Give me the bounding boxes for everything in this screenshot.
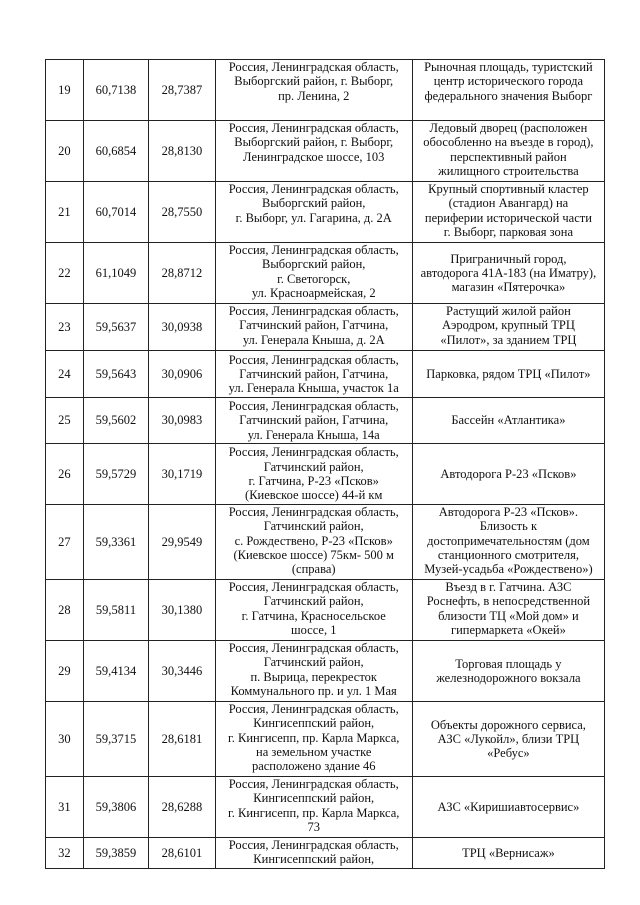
table-row bbox=[46, 580, 605, 641]
table-row bbox=[46, 60, 605, 121]
longitude-cell: 28,8712 bbox=[149, 243, 215, 304]
longitude-cell: 30,1719 bbox=[149, 444, 215, 505]
longitude-cell: 28,6288 bbox=[149, 777, 215, 838]
description-cell: Бассейн «Атлантика» bbox=[412, 398, 604, 444]
address-cell: Россия, Ленинградская область, Кингисеппский район, г. Кингисепп, пр. Карла Маркса, 73 bbox=[215, 777, 412, 838]
latitude-cell: 59,4134 bbox=[83, 641, 148, 702]
address-cell: Россия, Ленинградская область, Гатчинский район, Гатчина, ул. Генерала Кныша, участок 1а bbox=[215, 351, 412, 398]
table-row bbox=[46, 398, 605, 444]
longitude-cell: 29,9549 bbox=[149, 505, 215, 580]
latitude-cell: 59,3859 bbox=[83, 838, 148, 869]
locations-table bbox=[45, 59, 605, 869]
latitude-cell: 59,3715 bbox=[83, 702, 148, 777]
description-cell: Приграничный город, автодорога 41А-183 (на Иматру), магазин «Пятерочка» bbox=[412, 243, 604, 304]
table-row bbox=[46, 304, 605, 351]
table-row bbox=[46, 243, 605, 304]
address-cell: Россия, Ленинградская область, Выборгский район, г. Светогорск, ул. Красноармейская, 2 bbox=[215, 243, 412, 304]
latitude-cell: 61,1049 bbox=[83, 243, 148, 304]
table-row bbox=[46, 641, 605, 702]
row-number: 29 bbox=[46, 641, 84, 702]
row-number: 22 bbox=[46, 243, 84, 304]
address-cell: Россия, Ленинградская область, Кингисеппский район, bbox=[215, 838, 412, 869]
address-cell: Россия, Ленинградская область, Гатчинский район, Гатчина, ул. Генерала Кныша, 14а bbox=[215, 398, 412, 444]
description-cell: Ледовый дворец (расположен обособленно на въезде в город), перспективный район жилищного строительства bbox=[412, 121, 604, 182]
description-cell: Крупный спортивный кластер (стадион Авангард) на периферии исторической части г. Выборг, парковая зона bbox=[412, 182, 604, 243]
description-cell: Растущий жилой район Аэродром, крупный ТРЦ «Пилот», за зданием ТРЦ bbox=[412, 304, 604, 351]
row-number: 32 bbox=[46, 838, 84, 869]
address-cell: Россия, Ленинградская область, Выборгский район, г. Выборг, ул. Гагарина, д. 2А bbox=[215, 182, 412, 243]
longitude-cell: 30,1380 bbox=[149, 580, 215, 641]
row-number: 31 bbox=[46, 777, 84, 838]
longitude-cell: 28,6101 bbox=[149, 838, 215, 869]
description-cell: Объекты дорожного сервиса, АЗС «Лукойл», близи ТРЦ «Ребус» bbox=[412, 702, 604, 777]
address-cell: Россия, Ленинградская область, Гатчинский район, п. Вырица, перекресток Коммунального пр. и ул. 1 Мая bbox=[215, 641, 412, 702]
latitude-cell: 59,5637 bbox=[83, 304, 148, 351]
longitude-cell: 30,0906 bbox=[149, 351, 215, 398]
latitude-cell: 60,7138 bbox=[83, 60, 148, 121]
address-cell: Россия, Ленинградская область, Кингисеппский район, г. Кингисепп, пр. Карла Маркса, на земельном участке расположено здание 46 bbox=[215, 702, 412, 777]
latitude-cell: 59,5729 bbox=[83, 444, 148, 505]
description-cell: Торговая площадь у железнодорожного вокзала bbox=[412, 641, 604, 702]
longitude-cell: 28,8130 bbox=[149, 121, 215, 182]
latitude-cell: 59,3361 bbox=[83, 505, 148, 580]
latitude-cell: 60,6854 bbox=[83, 121, 148, 182]
latitude-cell: 59,5643 bbox=[83, 351, 148, 398]
longitude-cell: 30,0938 bbox=[149, 304, 215, 351]
latitude-cell: 59,5811 bbox=[83, 580, 148, 641]
longitude-cell: 30,0983 bbox=[149, 398, 215, 444]
row-number: 26 bbox=[46, 444, 84, 505]
address-cell: Россия, Ленинградская область, Гатчинский район, Гатчина, ул. Генерала Кныша, д. 2А bbox=[215, 304, 412, 351]
latitude-cell: 59,3806 bbox=[83, 777, 148, 838]
description-cell: Парковка, рядом ТРЦ «Пилот» bbox=[412, 351, 604, 398]
row-number: 21 bbox=[46, 182, 84, 243]
row-number: 25 bbox=[46, 398, 84, 444]
table-row bbox=[46, 777, 605, 838]
table-row bbox=[46, 444, 605, 505]
table-row bbox=[46, 351, 605, 398]
row-number: 19 bbox=[46, 60, 84, 121]
description-cell: Автодорога Р-23 «Псков». Близость к достопримечательностям (дом станционного смотрителя, Музей-усадьба «Рождествено») bbox=[412, 505, 604, 580]
address-cell: Россия, Ленинградская область, Выборгский район, г. Выборг, пр. Ленина, 2 bbox=[215, 60, 412, 121]
longitude-cell: 30,3446 bbox=[149, 641, 215, 702]
table-row bbox=[46, 182, 605, 243]
table-row bbox=[46, 838, 605, 869]
longitude-cell: 28,7387 bbox=[149, 60, 215, 121]
description-cell: Автодорога Р-23 «Псков» bbox=[412, 444, 604, 505]
row-number: 30 bbox=[46, 702, 84, 777]
table-row bbox=[46, 121, 605, 182]
latitude-cell: 60,7014 bbox=[83, 182, 148, 243]
longitude-cell: 28,6181 bbox=[149, 702, 215, 777]
description-cell: Въезд в г. Гатчина. АЗС Роснефть, в непосредственной близости ТЦ «Мой дом» и гипермаркета «Окей» bbox=[412, 580, 604, 641]
row-number: 24 bbox=[46, 351, 84, 398]
locations-table-body bbox=[46, 60, 605, 869]
address-cell: Россия, Ленинградская область, Гатчинский район, г. Гатчина, Красносельское шоссе, 1 bbox=[215, 580, 412, 641]
address-cell: Россия, Ленинградская область, Выборгский район, г. Выборг, Ленинградское шоссе, 103 bbox=[215, 121, 412, 182]
description-cell: Рыночная площадь, туристский центр исторического города федерального значения Выборг bbox=[412, 60, 604, 121]
description-cell: ТРЦ «Вернисаж» bbox=[412, 838, 604, 869]
table-row bbox=[46, 702, 605, 777]
row-number: 20 bbox=[46, 121, 84, 182]
table-row bbox=[46, 505, 605, 580]
description-cell: АЗС «Киришиавтосервис» bbox=[412, 777, 604, 838]
row-number: 28 bbox=[46, 580, 84, 641]
address-cell: Россия, Ленинградская область, Гатчинский район, г. Гатчина, Р-23 «Псков» (Киевское шоссе) 44-й км bbox=[215, 444, 412, 505]
longitude-cell: 28,7550 bbox=[149, 182, 215, 243]
latitude-cell: 59,5602 bbox=[83, 398, 148, 444]
address-cell: Россия, Ленинградская область, Гатчинский район, с. Рождествено, Р-23 «Псков» (Киевское шоссе) 75км- 500 м (справа) bbox=[215, 505, 412, 580]
row-number: 27 bbox=[46, 505, 84, 580]
row-number: 23 bbox=[46, 304, 84, 351]
